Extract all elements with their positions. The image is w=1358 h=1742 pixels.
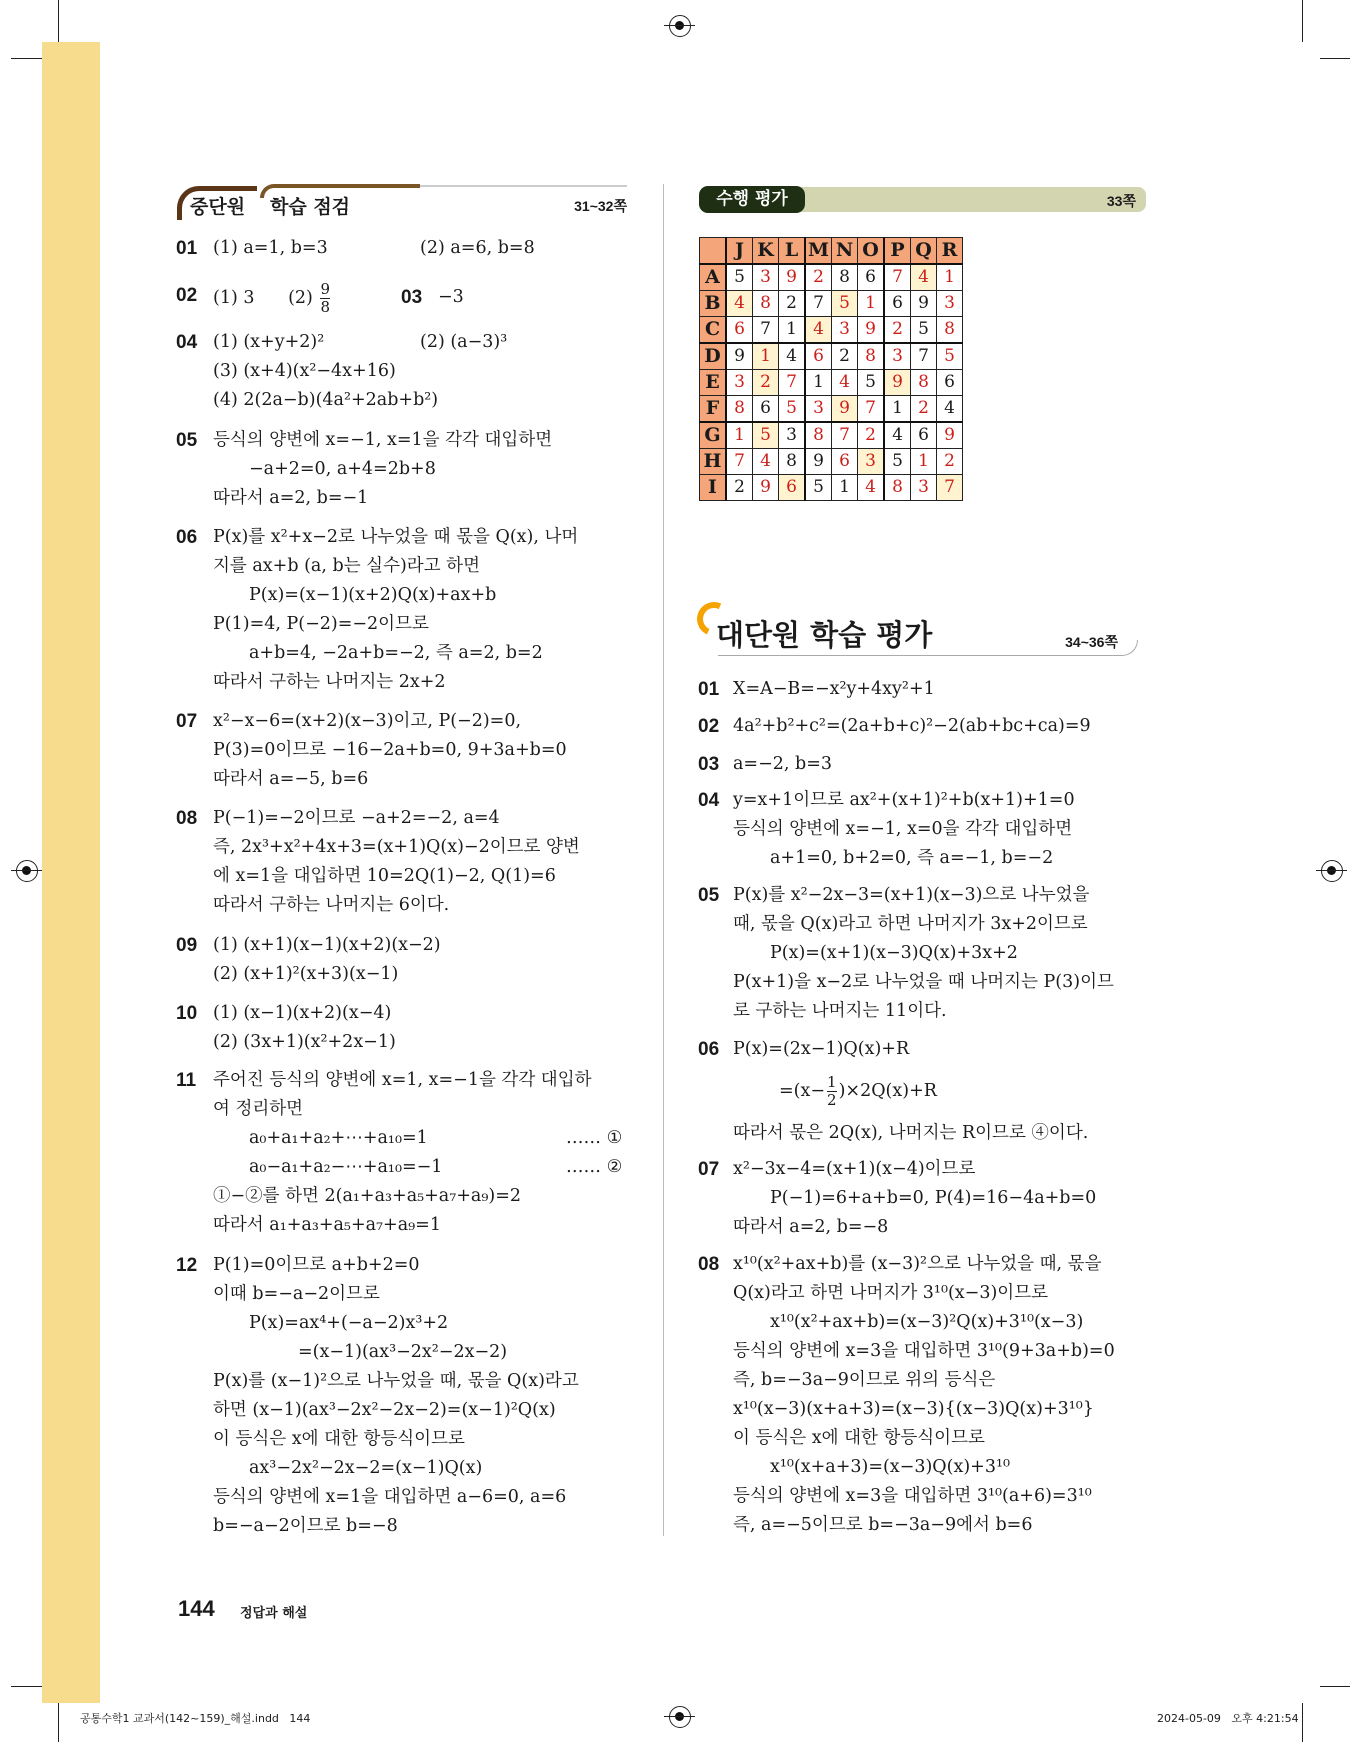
grid-cell: 5 [726, 264, 753, 291]
grid-row [700, 449, 963, 475]
answer-line: 이 등식은 x에 대한 항등식이므로 [733, 1428, 985, 1448]
grid-cell: 1 [805, 370, 832, 396]
answer-line: P(1)=0이므로 a+b+2=0 [213, 1255, 420, 1275]
answer-line: 지를 ax+b (a, b는 실수)라고 하면 [213, 556, 480, 576]
answer-item-12 [176, 1251, 636, 1541]
answer-line: (4) 2(2a−b)(4a²+2ab+b²) [213, 390, 439, 410]
answer-item-08 [698, 1250, 1158, 1540]
grid-row-header: C [700, 317, 727, 344]
answer-line: (1) (x+1)(x−1)(x+2)(x−2) [213, 935, 441, 955]
grid-cell: 3 [805, 396, 832, 423]
answer-line: 등식의 양변에 x=3을 대입하면 3¹⁰(a+6)=3¹⁰ [733, 1486, 1092, 1506]
grid-row [700, 317, 963, 344]
performance-header-bar [770, 187, 1146, 212]
grid-row [700, 475, 963, 501]
grid-cell: 1 [832, 475, 858, 501]
grid-row [700, 343, 963, 370]
item-number: 01 [176, 238, 198, 259]
grid-cell: 3 [911, 475, 937, 501]
answer-line: 여 정리하면 [213, 1099, 304, 1119]
grid-cell: 6 [753, 396, 779, 423]
grid-cell: 9 [937, 422, 963, 449]
item-number: 06 [176, 527, 198, 548]
grid-corner-cell [700, 238, 727, 265]
grid-cell: 4 [858, 475, 885, 501]
answer-line: P(x)를 (x−1)²으로 나누었을 때, 몫을 Q(x)라고 [213, 1371, 579, 1391]
answer-item-11 [176, 1066, 636, 1240]
answer-line: ①−②를 하면 2(a₁+a₃+a₅+a₇+a₉)=2 [213, 1186, 521, 1206]
answer-item-08 [176, 804, 636, 920]
answer-line: P(x+1)을 x−2로 나누었을 때 나머지는 P(3)이므 [733, 972, 1114, 992]
answer-line: (1) (x−1)(x+2)(x−4) [213, 1003, 392, 1023]
grid-cell: 4 [832, 370, 858, 396]
grid-cell: 6 [858, 264, 885, 291]
item-number: 06 [698, 1039, 720, 1060]
answer-item-02 [698, 712, 1158, 741]
item-number: 02 [176, 285, 198, 306]
crop-mark [11, 58, 42, 59]
grid-cell: 4 [884, 422, 911, 449]
grid-cell: 7 [832, 422, 858, 449]
grid-row-header: D [700, 343, 727, 370]
section-tab-label: 중단원 [190, 196, 246, 218]
answer-item-10 [176, 999, 636, 1057]
grid-row-header: B [700, 291, 727, 317]
answer-part: …… ② [566, 1157, 623, 1177]
item-number: 12 [176, 1255, 198, 1276]
answer-line: 4a²+b²+c²=(2a+b+c)²−2(ab+bc+ca)=9 [733, 716, 1091, 736]
grid-cell: 5 [779, 396, 806, 423]
grid-cell: 3 [937, 291, 963, 317]
answer-part: (2) a=6, b=8 [420, 238, 535, 258]
margin-color-bar [42, 42, 100, 1703]
page-range: 31~32쪽 [574, 198, 627, 214]
performance-title: 수행 평가 [699, 186, 805, 213]
answer-line: 따라서 a=2, b=−1 [213, 488, 369, 508]
grid-column-header: K [753, 238, 779, 265]
answer-line: x²−x−6=(x+2)(x−3)이고, P(−2)=0, [213, 711, 522, 731]
grid-cell: 3 [884, 343, 911, 370]
answer-line: ax³−2x²−2x−2=(x−1)Q(x) [249, 1458, 483, 1478]
grid-cell: 6 [779, 475, 806, 501]
answer-line: 즉, b=−3a−9이므로 위의 등식은 [733, 1370, 996, 1390]
answer-part: (2) (a−3)³ [420, 332, 508, 352]
registration-mark-icon [1321, 860, 1343, 882]
item-number: 04 [698, 790, 720, 811]
item-number: 05 [698, 885, 720, 906]
answer-item-01 [176, 234, 636, 263]
grid-cell: 1 [937, 264, 963, 291]
grid-cell: 5 [937, 343, 963, 370]
grid-row [700, 264, 963, 291]
answer-line: 이 등식은 x에 대한 항등식이므로 [213, 1429, 465, 1449]
item-number: 01 [698, 679, 720, 700]
answer-line: P(x)=(2x−1)Q(x)+R [733, 1039, 910, 1059]
grid-cell: 8 [779, 449, 806, 475]
answer-line [213, 234, 673, 263]
page-number: 144 [178, 1596, 215, 1621]
answer-item-05 [698, 881, 1158, 1026]
answer-line: (2) (3x+1)(x²+2x−1) [213, 1032, 396, 1052]
grid-cell: 1 [858, 291, 885, 317]
crop-mark [1302, 1703, 1303, 1742]
answer-part: (1) a=1, b=3 [213, 238, 328, 258]
answer-part: (2) [288, 288, 313, 308]
grid-cell: 8 [805, 422, 832, 449]
answer-line: 등식의 양변에 x=−1, x=1을 각각 대입하면 [213, 430, 553, 450]
answer-line: 하면 (x−1)(ax³−2x²−2x−2)=(x−1)²Q(x) [213, 1400, 556, 1420]
grid-cell: 3 [726, 370, 753, 396]
grid-cell: 3 [832, 317, 858, 344]
answer-line: 등식의 양변에 x=1을 대입하면 a−6=0, a=6 [213, 1487, 567, 1507]
fraction [320, 281, 330, 316]
grid-cell: 8 [726, 396, 753, 423]
item-number: 11 [176, 1070, 197, 1091]
grid-cell: 6 [805, 343, 832, 370]
crop-mark [1302, 0, 1303, 42]
grid-cell: 4 [805, 317, 832, 344]
grid-cell: 2 [805, 264, 832, 291]
grid-cell: 5 [753, 422, 779, 449]
crop-mark [58, 1703, 59, 1742]
item-number: 02 [698, 716, 720, 737]
answer-line: 즉, 2x³+x²+4x+3=(x+1)Q(x)−2이므로 양변 [213, 837, 580, 857]
item-number: 04 [176, 332, 198, 353]
grid-cell: 5 [884, 449, 911, 475]
item-number: 09 [176, 935, 198, 956]
grid-cell: 4 [937, 396, 963, 423]
grid-cell: 1 [726, 422, 753, 449]
answer-line: b=−a−2이므로 b=−8 [213, 1516, 398, 1536]
grid-cell: 7 [779, 370, 806, 396]
grid-row [700, 422, 963, 449]
answer-item-06 [698, 1035, 1158, 1148]
answer-part: (1) (x+y+2)² [213, 332, 325, 352]
crop-mark [1320, 1686, 1350, 1687]
grid-cell: 9 [805, 449, 832, 475]
grid-cell: 2 [884, 317, 911, 344]
grid-row-header: I [700, 475, 727, 501]
answer-line: 따라서 구하는 나머지는 6이다. [213, 895, 450, 915]
section-title: 학습 점검 [270, 196, 351, 218]
answer-item-09 [176, 931, 636, 989]
grid-cell: 4 [779, 343, 806, 370]
answer-line [779, 1064, 1239, 1119]
grid-row-header: E [700, 370, 727, 396]
grid-cell: 6 [937, 370, 963, 396]
grid-cell: 1 [911, 449, 937, 475]
grid-cell: 8 [884, 475, 911, 501]
answer-line: a+b=4, −2a+b=−2, 즉 a=2, b=2 [249, 643, 543, 663]
grid-row [700, 370, 963, 396]
answer-line: X=A−B=−x²y+4xy²+1 [733, 679, 935, 699]
expression-part: )×2Q(x)+R [838, 1081, 937, 1101]
answer-line [249, 1153, 709, 1182]
fraction-numerator: 9 [320, 280, 330, 298]
grid-cell: 3 [753, 264, 779, 291]
answer-line: P(x)를 x²−2x−3=(x+1)(x−3)으로 나누었을 [733, 885, 1090, 905]
grid-row [700, 291, 963, 317]
answer-line: P(x)를 x²+x−2로 나누었을 때 몫을 Q(x), 나머 [213, 527, 579, 547]
grid-cell: 9 [726, 343, 753, 370]
crop-mark [58, 0, 59, 42]
grid-cell: 6 [726, 317, 753, 344]
answer-line: 등식의 양변에 x=−1, x=0을 각각 대입하면 [733, 819, 1073, 839]
grid-cell: 7 [805, 291, 832, 317]
grid-column-header: L [779, 238, 806, 265]
answer-line: P(−1)=6+a+b=0, P(4)=16−4a+b=0 [770, 1188, 1097, 1208]
answer-line: P(x)=(x+1)(x−3)Q(x)+3x+2 [770, 943, 1018, 963]
grid-cell: 2 [779, 291, 806, 317]
grid-cell: 7 [858, 396, 885, 423]
grid-cell: 6 [884, 291, 911, 317]
item-number: 08 [176, 808, 198, 829]
answer-item-04 [698, 786, 1158, 873]
grid-cell: 8 [937, 317, 963, 344]
answer-part: (1) 3 [213, 288, 255, 308]
answer-line: 에 x=1을 대입하면 10=2Q(1)−2, Q(1)=6 [213, 866, 556, 886]
answer-line: (2) (x+1)²(x+3)(x−1) [213, 964, 399, 984]
grid-cell: 9 [884, 370, 911, 396]
grid-cell: 2 [726, 475, 753, 501]
grid-cell: 2 [911, 396, 937, 423]
answer-line: P(−1)=−2이므로 −a+2=−2, a=4 [213, 808, 500, 828]
grid-row [700, 396, 963, 423]
grid-cell: 5 [911, 317, 937, 344]
answer-line: −a+2=0, a+4=2b+8 [249, 459, 436, 479]
registration-mark-icon [669, 1706, 691, 1728]
grid-cell: 8 [911, 370, 937, 396]
grid-row-header: A [700, 264, 727, 291]
item-number: 07 [698, 1159, 720, 1180]
grid-cell: 4 [911, 264, 937, 291]
grid-cell: 7 [753, 317, 779, 344]
grid-cell: 9 [832, 396, 858, 423]
answer-line: P(x)=ax⁴+(−a−2)x³+2 [249, 1313, 449, 1333]
answer-item-01 [698, 675, 1158, 704]
print-file-name: 공통수학1 교과서(142~159)_해설.indd 144 [80, 1712, 311, 1725]
answer-line [249, 1124, 709, 1153]
grid-cell: 8 [858, 343, 885, 370]
answer-line: a+1=0, b+2=0, 즉 a=−1, b=−2 [770, 848, 1054, 868]
grid-cell: 9 [858, 317, 885, 344]
grid-header-row [700, 238, 963, 265]
grid-column-header: P [884, 238, 911, 265]
answer-line: 따라서 a=2, b=−8 [733, 1217, 889, 1237]
answer-part: …… ① [566, 1128, 623, 1148]
answer-line: (3) (x+4)(x²−4x+16) [213, 361, 396, 381]
grid-cell: 6 [911, 422, 937, 449]
item-number: 08 [698, 1254, 720, 1275]
answer-item-03 [698, 750, 1158, 779]
answer-line: 주어진 등식의 양변에 x=1, x=−1을 각각 대입하 [213, 1070, 592, 1090]
grid-row-header: H [700, 449, 727, 475]
grid-cell: 9 [911, 291, 937, 317]
grid-cell: 4 [726, 291, 753, 317]
grid-cell: 3 [858, 449, 885, 475]
grid-cell: 6 [832, 449, 858, 475]
answer-line: P(x)=(x−1)(x+2)Q(x)+ax+b [249, 585, 497, 605]
grid-cell: 2 [753, 370, 779, 396]
grid-cell: 7 [937, 475, 963, 501]
grid-column-header: O [858, 238, 885, 265]
answer-line: =(x−1)(ax³−2x²−2x−2) [298, 1342, 508, 1362]
grid-cell: 4 [753, 449, 779, 475]
answer-line: x¹⁰(x²+ax+b)를 (x−3)²으로 나누었을 때, 몫을 [733, 1254, 1102, 1274]
answer-line [213, 328, 673, 357]
answer-item-04 [176, 328, 636, 415]
fraction-numerator: 1 [827, 1073, 837, 1091]
grid-cell: 8 [832, 264, 858, 291]
grid-cell: 3 [779, 422, 806, 449]
grid-cell: 1 [779, 317, 806, 344]
fraction [827, 1074, 837, 1109]
section-title: 대단원 학습 평가 [716, 618, 933, 652]
answer-line: x²−3x−4=(x+1)(x−4)이므로 [733, 1159, 976, 1179]
answer-text: −3 [438, 287, 464, 307]
grid-cell: 5 [832, 291, 858, 317]
grid-cell: 9 [753, 475, 779, 501]
answer-grid [699, 237, 963, 501]
answer-line: 따라서 구하는 나머지는 2x+2 [213, 672, 446, 692]
item-number: 10 [176, 1003, 198, 1024]
expression-part: =(x− [779, 1081, 826, 1101]
answer-line: a=−2, b=3 [733, 754, 833, 774]
answer-part: a₀+a₁+a₂+⋯+a₁₀=1 [249, 1128, 428, 1148]
grid-column-header: N [832, 238, 858, 265]
answer-line: x¹⁰(x+a+3)=(x−3)Q(x)+3¹⁰ [770, 1457, 1011, 1477]
answer-line: Q(x)라고 하면 나머지가 3¹⁰(x−3)이므로 [733, 1283, 1048, 1303]
grid-cell: 1 [884, 396, 911, 423]
grid-cell: 2 [858, 422, 885, 449]
answer-line: 등식의 양변에 x=3을 대입하면 3¹⁰(9+3a+b)=0 [733, 1341, 1115, 1361]
registration-mark-icon [669, 15, 691, 37]
grid-cell: 2 [832, 343, 858, 370]
crop-mark [1320, 58, 1350, 59]
answer-item-07 [698, 1155, 1158, 1242]
answer-part: a₀−a₁+a₂−⋯+a₁₀=−1 [249, 1157, 443, 1177]
grid-cell: 9 [779, 264, 806, 291]
answer-line: 로 구하는 나머지는 11이다. [733, 1001, 947, 1021]
crop-mark [11, 1686, 42, 1687]
answer-item-07 [176, 707, 636, 794]
answer-line: 즉, a=−5이므로 b=−3a−9에서 b=6 [733, 1515, 1033, 1535]
fraction-denominator: 2 [827, 1091, 837, 1109]
answer-line: P(3)=0이므로 −16−2a+b=0, 9+3a+b=0 [213, 740, 567, 760]
item-number: 07 [176, 711, 198, 732]
grid-cell: 7 [911, 343, 937, 370]
grid-column-header: J [726, 238, 753, 265]
answer-line: 따라서 a₁+a₃+a₅+a₇+a₉=1 [213, 1215, 441, 1235]
answer-line: 때, 몫을 Q(x)라고 하면 나머지가 3x+2이므로 [733, 914, 1088, 934]
grid-column-header: Q [911, 238, 937, 265]
print-timestamp: 2024-05-09 오후 4:21:54 [1157, 1712, 1299, 1725]
grid-cell: 5 [805, 475, 832, 501]
header-rule [420, 185, 627, 187]
answer-item-05 [176, 426, 636, 513]
answer-line: 따라서 a=−5, b=6 [213, 769, 369, 789]
item-number: 03 [698, 754, 720, 775]
grid-cell: 5 [858, 370, 885, 396]
item-number: 03 [401, 287, 423, 308]
answer-line: 따라서 몫은 2Q(x), 나머지는 R이므로 ④이다. [733, 1123, 1089, 1143]
fraction-denominator: 8 [320, 298, 330, 316]
page-range: 34~36쪽 [1065, 634, 1118, 650]
registration-mark-icon [16, 860, 38, 882]
grid-cell: 7 [884, 264, 911, 291]
answer-item-06 [176, 523, 636, 697]
grid-row-header: F [700, 396, 727, 423]
grid-column-header: R [937, 238, 963, 265]
answer-line: 이때 b=−a−2이므로 [213, 1284, 380, 1304]
answer-line: y=x+1이므로 ax²+(x+1)²+b(x+1)+1=0 [733, 790, 1075, 810]
page-range: 33쪽 [1106, 193, 1136, 209]
item-number: 05 [176, 430, 198, 451]
answer-line: x¹⁰(x−3)(x+a+3)=(x−3){(x−3)Q(x)+3¹⁰} [733, 1399, 1094, 1419]
grid-cell: 8 [753, 291, 779, 317]
grid-cell: 2 [937, 449, 963, 475]
answer-line: P(1)=4, P(−2)=−2이므로 [213, 614, 429, 634]
grid-column-header: M [805, 238, 832, 265]
grid-row-header: G [700, 422, 727, 449]
answer-line: x¹⁰(x²+ax+b)=(x−3)²Q(x)+3¹⁰(x−3) [770, 1312, 1084, 1332]
grid-cell: 1 [753, 343, 779, 370]
answer-item-02 [176, 280, 636, 316]
page-section-label: 정답과 해설 [240, 1606, 308, 1621]
grid-cell: 7 [726, 449, 753, 475]
